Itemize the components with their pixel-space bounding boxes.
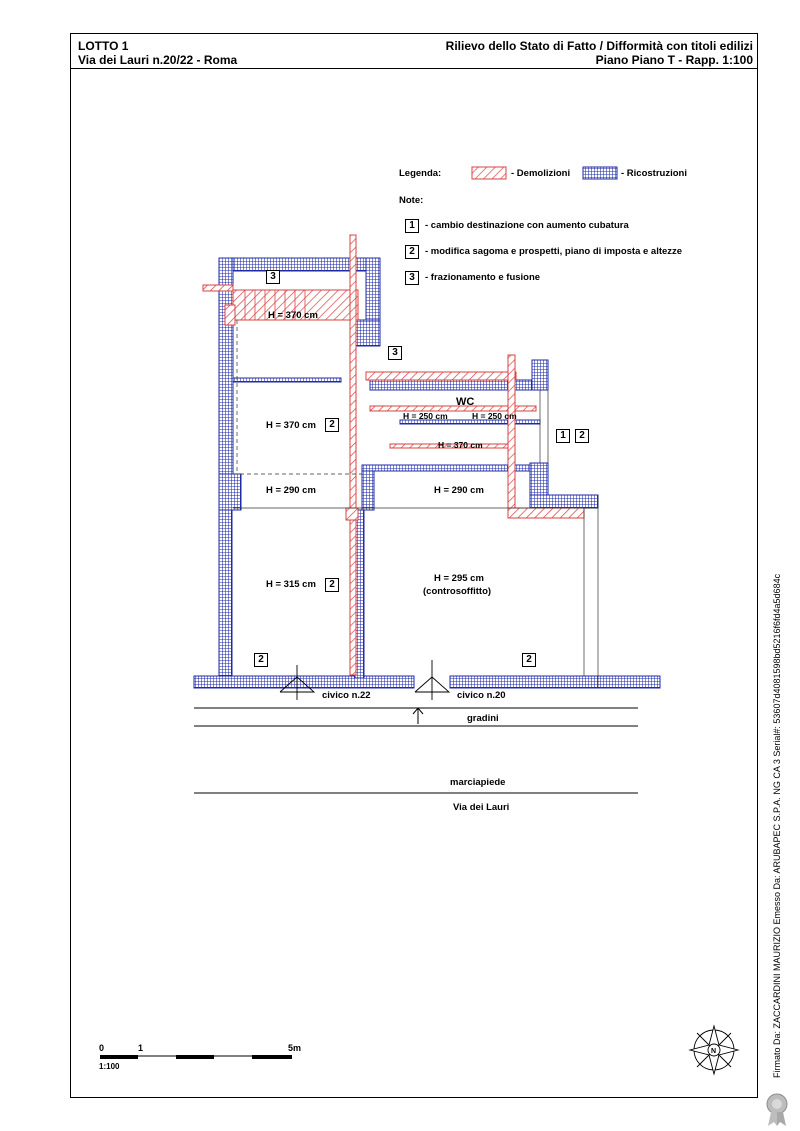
note-3-text: - frazionamento e fusione xyxy=(425,272,541,283)
corridor-right-height: H = 290 cm xyxy=(434,485,484,496)
scale-1: 1 xyxy=(138,1043,144,1053)
tag-top: 3 xyxy=(266,270,280,284)
shop-right-height: H = 295 cm xyxy=(434,573,484,584)
notes-label: Note: xyxy=(399,195,424,206)
tag-bottom-left: 2 xyxy=(254,653,268,667)
scale-bar xyxy=(100,1055,292,1059)
demolition-areas xyxy=(203,235,584,675)
note-1-number: 1 xyxy=(405,219,419,233)
tag-bottom-right: 2 xyxy=(522,653,536,667)
drawing-title: Rilievo dello Stato di Fatto / Difformità con titoli edilizi xyxy=(445,39,753,53)
shop-left-height: H = 315 cm xyxy=(266,579,316,590)
street-lines xyxy=(194,708,638,793)
tag-right-1: 1 xyxy=(556,429,570,443)
tag-stair: 3 xyxy=(388,346,402,360)
note-3-number: 3 xyxy=(405,271,419,285)
legend-demolition-swatch xyxy=(472,167,506,179)
legend-demolition-label: - Demolizioni xyxy=(511,168,571,179)
steps-label: gradini xyxy=(467,713,499,724)
wc-height-3: H = 370 cm xyxy=(438,440,483,450)
corridor-left-height: H = 290 cm xyxy=(266,485,316,496)
address: Via dei Lauri n.20/22 - Roma xyxy=(78,53,238,67)
legend-reconstruction-label: - Ricostruzioni xyxy=(621,168,687,179)
room-top-left-height: H = 370 cm xyxy=(268,310,318,321)
wc-label: WC xyxy=(456,396,475,408)
sidewalk-label: marciapiede xyxy=(450,777,506,788)
lot-number: LOTTO 1 xyxy=(78,39,129,53)
signature-seal-icon xyxy=(767,1094,787,1126)
civic-22-label: civico n.22 xyxy=(322,690,371,701)
wc-height-1: H = 250 cm xyxy=(403,411,448,421)
scale-0: 0 xyxy=(99,1043,105,1053)
north-arrow-icon xyxy=(690,1026,738,1074)
note-1-text: - cambio destinazione con aumento cubatura xyxy=(425,220,629,231)
digital-signature-text: Firmato Da: ZACCARDINI MAURIZIO Emesso Da: ARUBAPEC S.P.A. NG CA 3 Serial#: 53607d4081598bd5216f6fd4a5d684c xyxy=(772,573,782,1078)
reconstruction-walls xyxy=(194,258,660,688)
wc-height-2: H = 250 cm xyxy=(472,411,517,421)
drawing-subtitle: Piano Piano T - Rapp. 1:100 xyxy=(595,53,753,67)
civic-20-label: civico n.20 xyxy=(457,690,506,701)
room-mid-left-height: H = 370 cm xyxy=(266,420,316,431)
shop-right-note: (controsoffitto) xyxy=(423,586,492,597)
note-2-number: 2 xyxy=(405,245,419,259)
tag-mid-left: 2 xyxy=(325,418,339,432)
legend-reconstruction-swatch xyxy=(583,167,617,179)
svg-text:N: N xyxy=(711,1048,717,1055)
tag-shop-left: 2 xyxy=(325,578,339,592)
tag-right-2: 2 xyxy=(575,429,589,443)
note-2-text: - modifica sagoma e prospetti, piano di imposta e altezze xyxy=(425,246,683,257)
scale-ratio: 1:100 xyxy=(99,1062,120,1071)
scale-5m: 5m xyxy=(288,1043,302,1053)
legend-label: Legenda: xyxy=(399,168,442,179)
street-name-label: Via dei Lauri xyxy=(453,802,510,813)
